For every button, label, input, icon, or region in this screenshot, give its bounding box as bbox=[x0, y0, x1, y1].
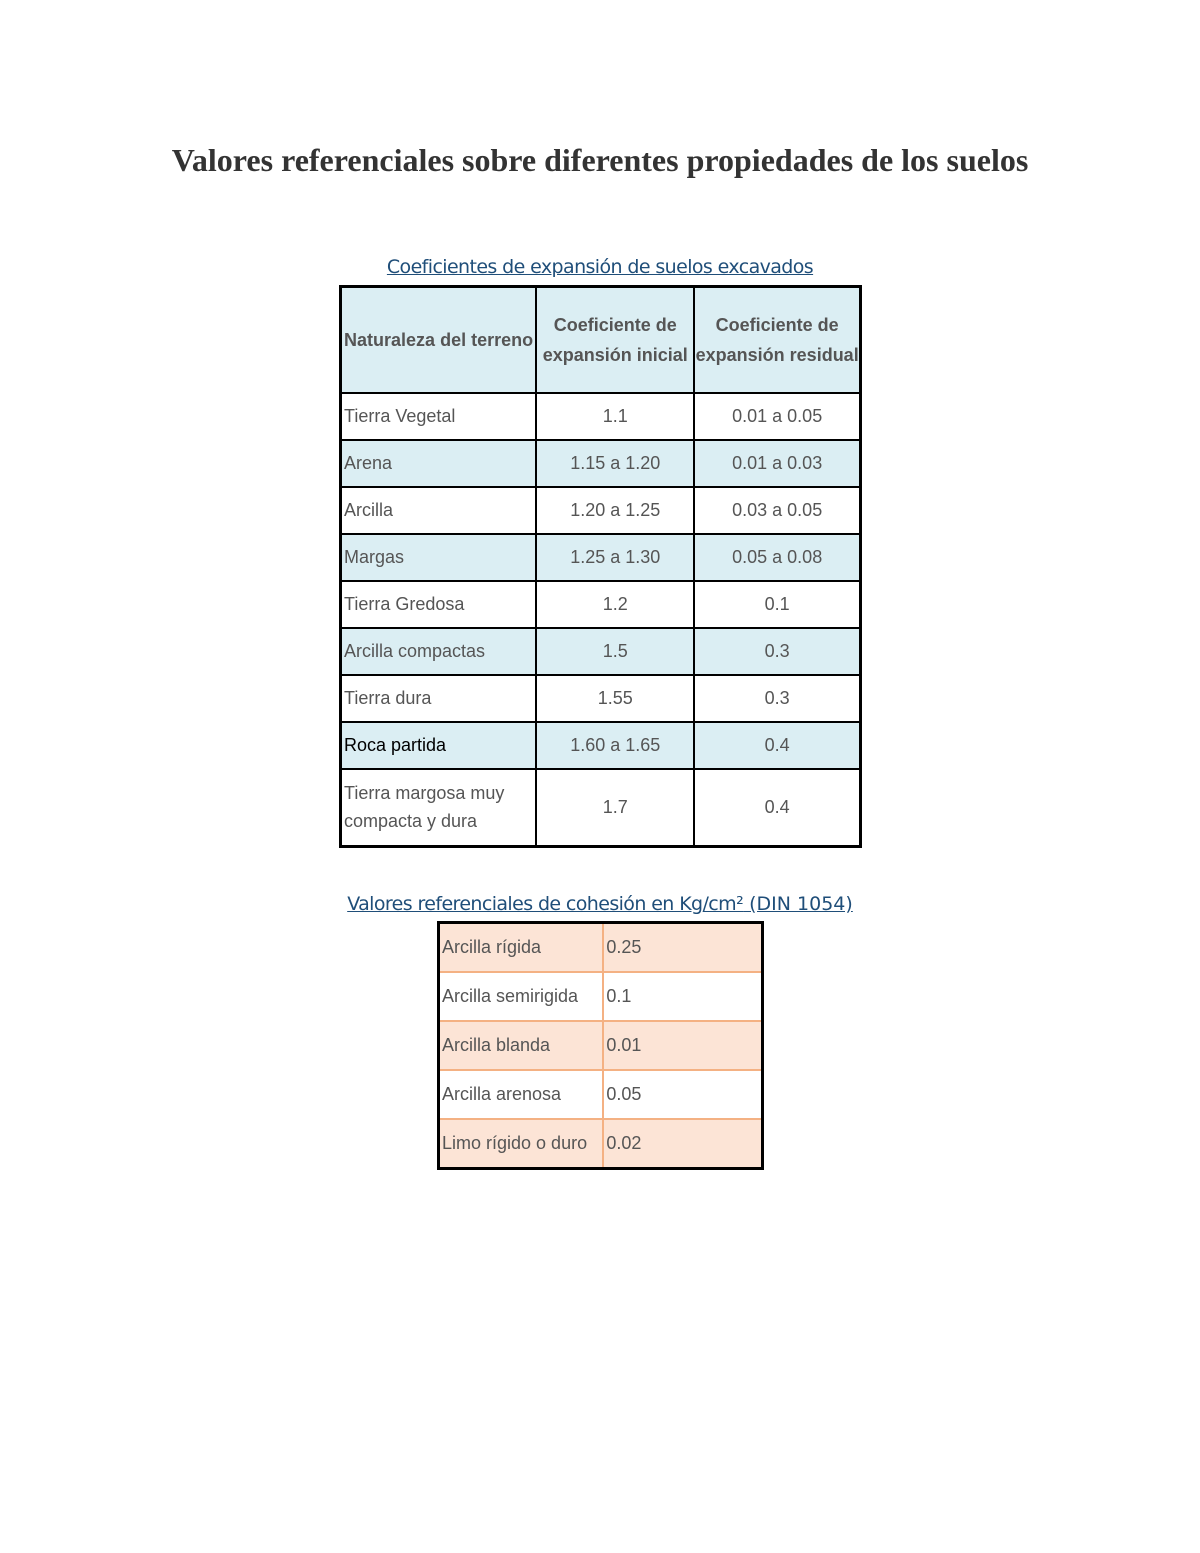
table-row bbox=[341, 487, 861, 534]
initial-coefficient-cell: 1.55 bbox=[536, 675, 694, 722]
cohesion-value-cell: 0.01 bbox=[603, 1021, 762, 1070]
expansion-table-caption: Coeficientes de expansión de suelos excavados bbox=[386, 256, 814, 278]
table-row bbox=[439, 1119, 763, 1169]
header-initial-coefficient: Coeficiente de expansión inicial bbox=[536, 287, 694, 394]
initial-coefficient-cell: 1.25 a 1.30 bbox=[536, 534, 694, 581]
table-row bbox=[341, 440, 861, 487]
soil-name-cell: Arcilla rígida bbox=[439, 923, 604, 973]
residual-coefficient-cell: 0.01 a 0.05 bbox=[694, 393, 860, 440]
table-row bbox=[341, 628, 861, 675]
soil-name-cell: Tierra Vegetal bbox=[341, 393, 537, 440]
residual-coefficient-cell: 0.01 a 0.03 bbox=[694, 440, 860, 487]
soil-name-cell: Margas bbox=[341, 534, 537, 581]
cohesion-value-cell: 0.25 bbox=[603, 923, 762, 973]
table-row bbox=[341, 675, 861, 722]
initial-coefficient-cell: 1.7 bbox=[536, 769, 694, 846]
residual-coefficient-cell: 0.4 bbox=[694, 722, 860, 769]
soil-name-cell: Arcilla arenosa bbox=[439, 1070, 604, 1119]
soil-name-cell: Roca partida bbox=[341, 722, 537, 769]
soil-name-cell: Arcilla bbox=[341, 487, 537, 534]
table-row bbox=[341, 393, 861, 440]
initial-coefficient-cell: 1.1 bbox=[536, 393, 694, 440]
cohesion-value-cell: 0.02 bbox=[603, 1119, 762, 1169]
initial-coefficient-cell: 1.5 bbox=[536, 628, 694, 675]
residual-coefficient-cell: 0.1 bbox=[694, 581, 860, 628]
residual-coefficient-cell: 0.03 a 0.05 bbox=[694, 487, 860, 534]
page-title: Valores referenciales sobre diferentes propiedades de los suelos bbox=[171, 142, 1029, 178]
header-residual-coefficient: Coeficiente de expansión residual bbox=[694, 287, 860, 394]
cohesion-caption-text: Valores referenciales de cohesión en Kg/cm² bbox=[347, 893, 744, 915]
expansion-coefficients-table bbox=[339, 285, 862, 848]
table-row bbox=[439, 1070, 763, 1119]
soil-name-cell: Arcilla blanda bbox=[439, 1021, 604, 1070]
initial-coefficient-cell: 1.20 a 1.25 bbox=[536, 487, 694, 534]
soil-name-cell: Arcilla compactas bbox=[341, 628, 537, 675]
residual-coefficient-cell: 0.05 a 0.08 bbox=[694, 534, 860, 581]
residual-coefficient-cell: 0.3 bbox=[694, 628, 860, 675]
table-row bbox=[341, 769, 861, 846]
initial-coefficient-cell: 1.15 a 1.20 bbox=[536, 440, 694, 487]
table-row bbox=[341, 581, 861, 628]
table-header-row bbox=[341, 287, 861, 394]
residual-coefficient-cell: 0.4 bbox=[694, 769, 860, 846]
table-row bbox=[341, 534, 861, 581]
cohesion-value-cell: 0.05 bbox=[603, 1070, 762, 1119]
cohesion-caption-standard: (DIN 1054) bbox=[743, 893, 853, 915]
residual-coefficient-cell: 0.3 bbox=[694, 675, 860, 722]
table-row bbox=[341, 722, 861, 769]
table-row bbox=[439, 972, 763, 1021]
soil-name-cell: Limo rígido o duro bbox=[439, 1119, 604, 1169]
cohesion-table-caption bbox=[300, 893, 900, 915]
initial-coefficient-cell: 1.60 a 1.65 bbox=[536, 722, 694, 769]
header-soil-type: Naturaleza del terreno bbox=[341, 287, 537, 394]
soil-name-cell: Arcilla semirigida bbox=[439, 972, 604, 1021]
soil-name-cell: Tierra dura bbox=[341, 675, 537, 722]
soil-name-cell: Tierra margosa muy compacta y dura bbox=[341, 769, 537, 846]
cohesion-values-table bbox=[437, 921, 764, 1170]
soil-name-cell: Tierra Gredosa bbox=[341, 581, 537, 628]
soil-name-cell: Arena bbox=[341, 440, 537, 487]
table-row bbox=[439, 1021, 763, 1070]
table-row bbox=[439, 923, 763, 973]
cohesion-value-cell: 0.1 bbox=[603, 972, 762, 1021]
initial-coefficient-cell: 1.2 bbox=[536, 581, 694, 628]
